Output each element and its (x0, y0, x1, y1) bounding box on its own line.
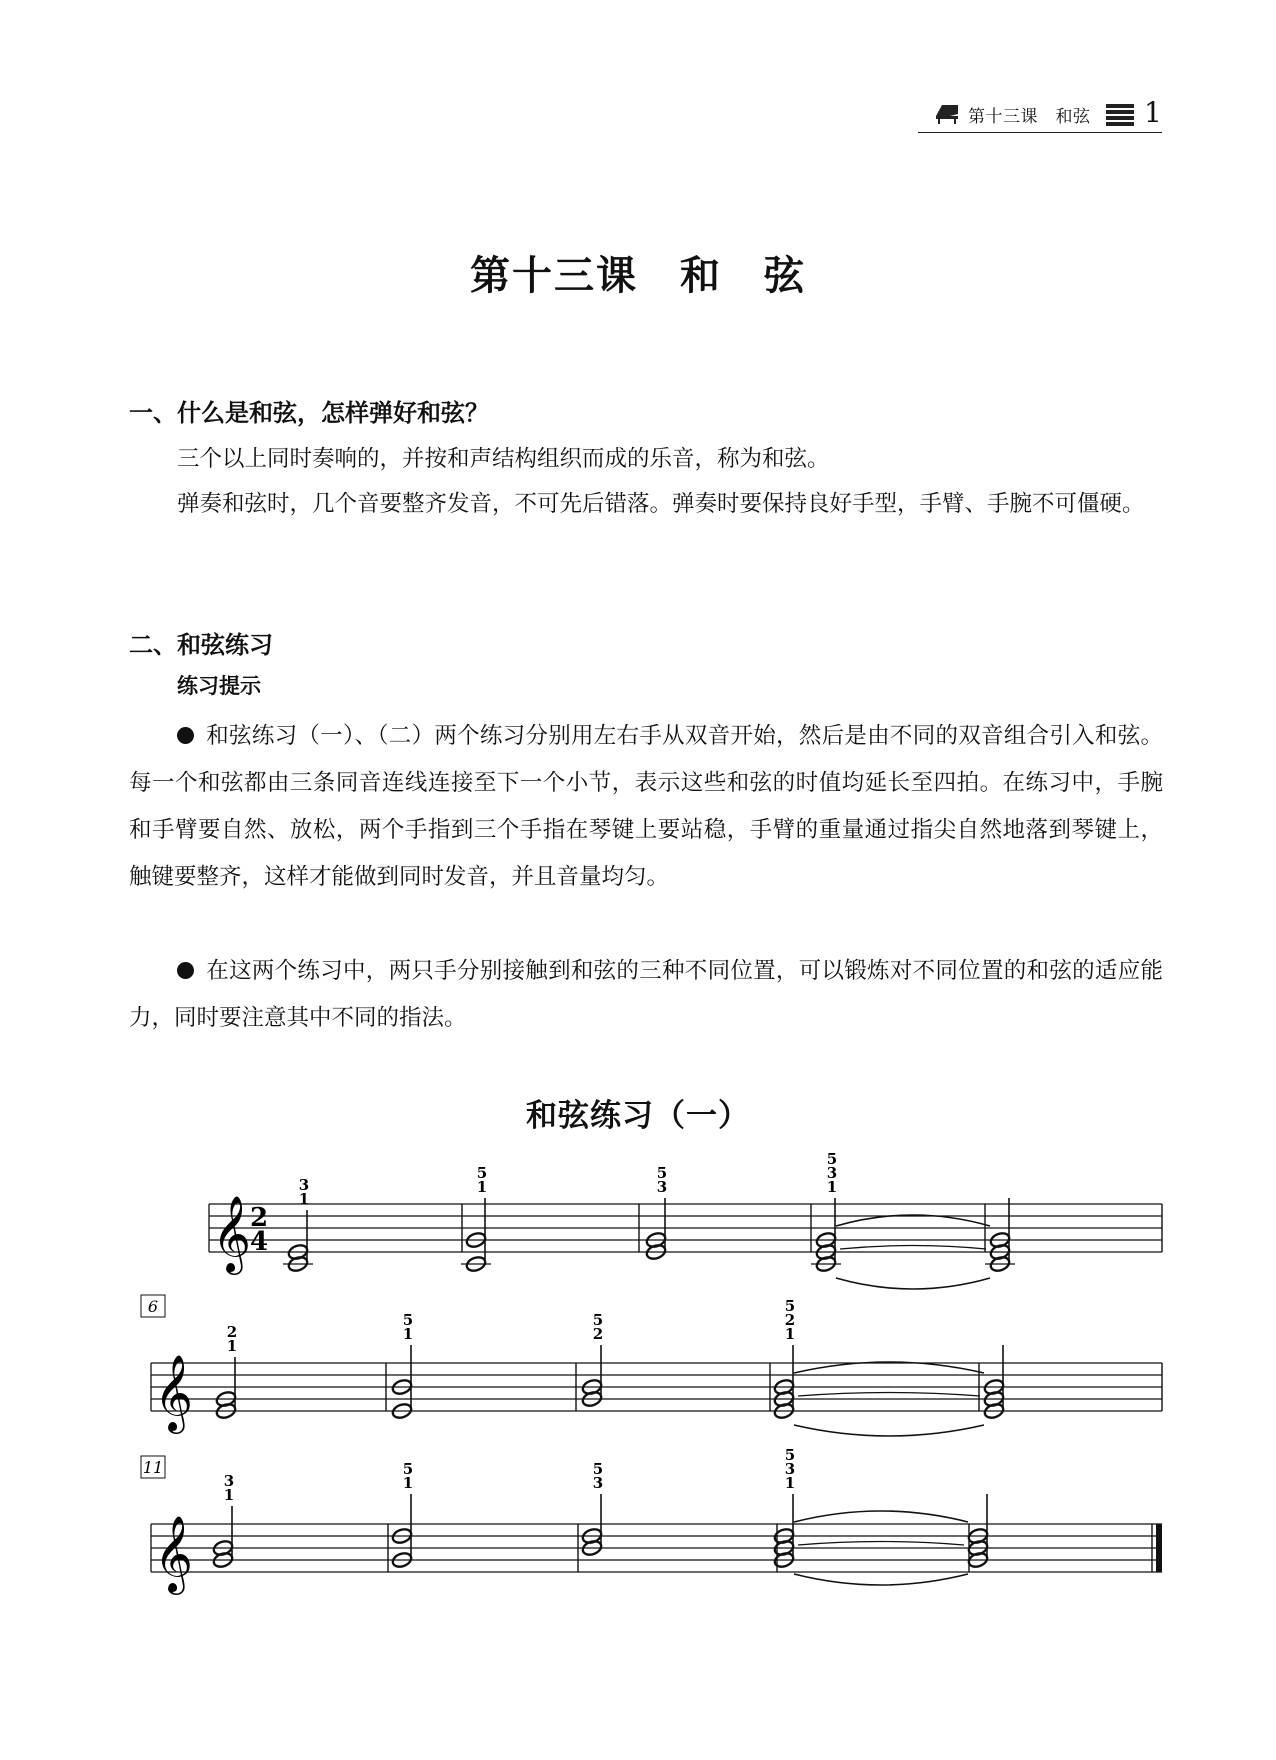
tie-arc-middle (798, 1393, 980, 1397)
staff-system-3 (141, 1446, 1162, 1595)
lesson-title: 第十三课 和 弦 (470, 253, 806, 299)
fingering-number: 1 (226, 1337, 238, 1355)
running-header-lesson: 第十三课 和弦 (968, 107, 1091, 127)
chord (581, 1311, 603, 1408)
section-heading-chord-practice: 二、和弦练习 (129, 631, 273, 659)
fingering-number: 5 (402, 1311, 414, 1329)
fingering-number: 1 (826, 1178, 838, 1196)
fingering-number: 2 (784, 1311, 796, 1329)
chord (773, 1297, 984, 1436)
staff-system-2 (141, 1295, 1162, 1436)
fingering-number: 5 (476, 1164, 488, 1182)
fingering-number: 3 (223, 1472, 235, 1490)
page-number: 1 (1144, 96, 1162, 129)
tie-arc-top (794, 1511, 968, 1522)
chord (773, 1446, 968, 1585)
practice-tips-heading: 练习提示 (177, 674, 261, 698)
fingering-number: 1 (784, 1474, 796, 1492)
tie-arc-middle (798, 1542, 964, 1546)
chord (461, 1164, 491, 1273)
fingering-number: 5 (784, 1446, 796, 1464)
fingering-number: 1 (298, 1190, 310, 1208)
chord (215, 1323, 237, 1420)
fingering-number: 2 (226, 1323, 238, 1341)
fingering-number: 2 (592, 1325, 604, 1343)
chord (581, 1460, 603, 1557)
fingering-number: 3 (298, 1176, 310, 1194)
fingering-number: 3 (656, 1178, 668, 1196)
fingering-number: 3 (826, 1164, 838, 1182)
fingering-number: 5 (402, 1460, 414, 1478)
chord (967, 1494, 989, 1569)
fingering-number: 5 (592, 1311, 604, 1329)
measure-number: 6 (147, 1297, 159, 1316)
fingering-number: 1 (402, 1474, 414, 1492)
tie-arc-middle (840, 1246, 986, 1250)
fingering-number: 3 (592, 1474, 604, 1492)
fingering-number: 1 (402, 1325, 414, 1343)
fingering-number: 3 (784, 1460, 796, 1478)
paragraph-technique: 弹奏和弦时，几个音要整齐发音，不可先后错落。弹奏时要保持良好手型，手臂、手腕不可僵硬。 (177, 491, 1145, 517)
fingering-number: 1 (784, 1325, 796, 1343)
staff-system-1 (209, 1150, 1162, 1289)
tie-arc-bottom (794, 1574, 968, 1585)
chord (645, 1164, 667, 1261)
chord (283, 1176, 313, 1273)
fingering-number: 1 (476, 1178, 488, 1196)
chord (983, 1345, 1005, 1420)
chord (391, 1460, 413, 1569)
paragraph-definition: 三个以上同时奏响的，并按和声结构组织而成的乐音，称为和弦。 (177, 446, 830, 472)
treble-clef-icon: 𝄞 (154, 1354, 194, 1431)
treble-clef-icon: 𝄞 (212, 1195, 252, 1272)
chord (212, 1472, 234, 1569)
exercise-title: 和弦练习（一） (526, 1098, 750, 1134)
final-barline-thick (1156, 1524, 1162, 1572)
chord (391, 1311, 413, 1420)
time-signature-top: 2 (250, 1203, 269, 1233)
tie-arc-bottom (794, 1425, 984, 1436)
time-signature-bottom: 4 (250, 1227, 269, 1257)
section-heading-what-is-chord: 一、什么是和弦，怎样弹好和弦？ (129, 399, 489, 427)
tip-bullet-1-text: 和弦练习（一）、（二）两个练习分别用左右手从双音开始，然后是由不同的双音组合引入和弦。每一个和弦都由三条同音连线连接至下一个小节，表示这些和弦的时值均延长至四拍。在练习中，手腕和手臂要自然、放松，两个手指到三个手指在琴键上要站稳，手臂的重量通过指尖自然地落到琴键上，触键要整齐，这样才能做到同时发音，并且音量均匀。 (129, 723, 1163, 890)
fingering-number: 5 (784, 1297, 796, 1315)
fingering-number: 1 (223, 1486, 235, 1504)
chord (985, 1198, 1015, 1273)
fingering-number: 5 (592, 1460, 604, 1478)
tip-bullet-2-text: 在这两个练习中，两只手分别接触到和弦的三种不同位置，可以锻炼对不同位置的和弦的适应能力，同时要注意其中不同的指法。 (129, 958, 1163, 1031)
chord (811, 1150, 990, 1289)
treble-clef-icon: 𝄞 (154, 1515, 194, 1592)
fingering-number: 5 (656, 1164, 668, 1182)
fingering-number: 5 (826, 1150, 838, 1168)
tie-arc-bottom (836, 1278, 990, 1289)
measure-number: 11 (142, 1458, 164, 1477)
